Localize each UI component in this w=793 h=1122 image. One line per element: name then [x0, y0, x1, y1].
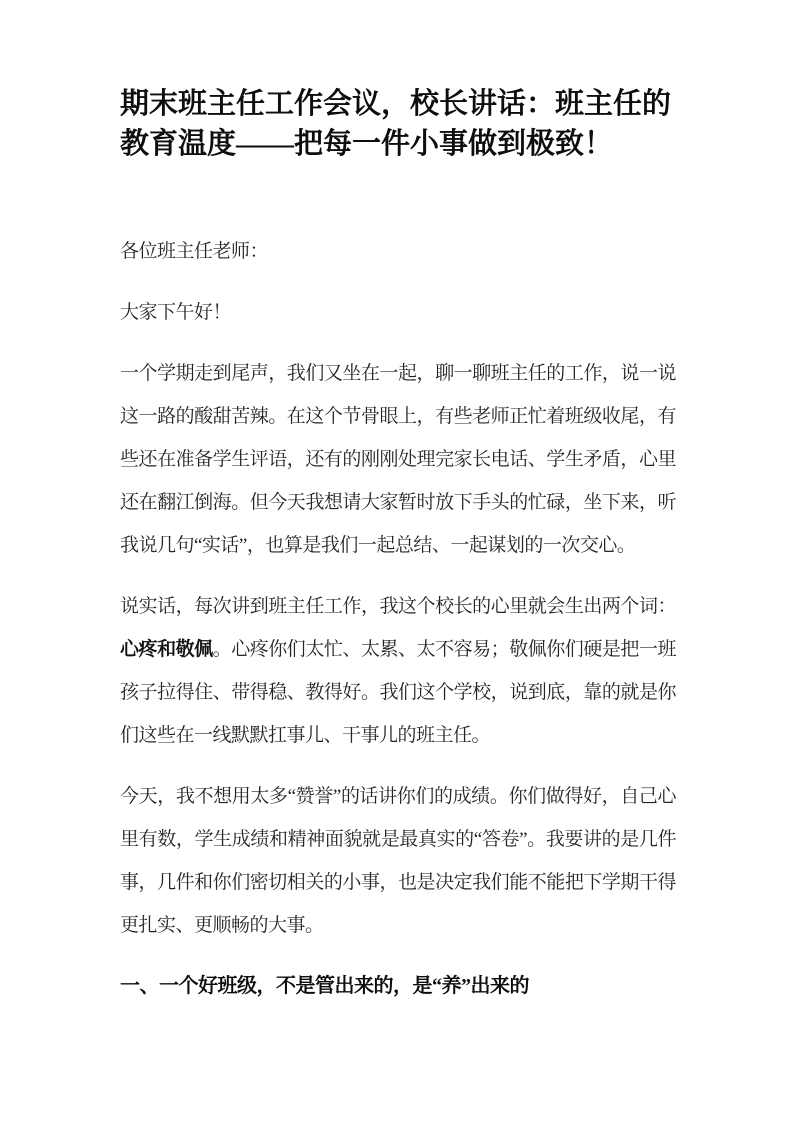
section-heading-one: 一、一个好班级，不是管出来的，是“养”出来的: [120, 975, 529, 997]
salutation-line: 大家下午好！: [120, 302, 232, 323]
document-title: 期末班主任工作会议，校长讲话：班主任的教育温度——把每一件小事做到极致！: [120, 88, 672, 160]
paragraph-two-words-rest: 。心疼你们太忙、太累、太不容易；敬佩你们硬是把一班孩子拉得住、带得稳、教得好。我们这个学校，说到底，靠的就是你们这些在一线默默扛事儿、干事儿的班主任。: [120, 639, 676, 746]
paragraph-achievements: 今天，我不想用太多“赞誉”的话讲你们的成绩。你们做得好，自己心里有数，学生成绩和精神面貌就是最真实的“答卷”。我要讲的是几件事，几件和你们密切相关的小事，也是决定我们能不能把下学期干得更扎实、更顺畅的大事。: [120, 786, 676, 936]
greeting-line: 各位班主任老师：: [120, 241, 269, 262]
bold-phrase-xinteng-jingpei: 心疼和敬佩: [120, 639, 213, 660]
paragraph-two-words-lead: 说实话，每次讲到班主任工作，我这个校长的心里就会生出两个词：: [120, 596, 676, 617]
paragraph-two-words: [120, 585, 676, 757]
paragraph-opening: 一个学期走到尾声，我们又坐在一起，聊一聊班主任的工作，说一说这一路的酸甜苦辣。在这个节骨眼上，有些老师正忙着班级收尾，有些还在准备学生评语，还有的刚刚处理完家长电话、学生矛盾，心里还在翻江倒海。但今天我想请大家暂时放下手头的忙碌，坐下来，听我说几句“实话”，也算是我们一起总结、一起谋划的一次交心。: [120, 363, 676, 556]
